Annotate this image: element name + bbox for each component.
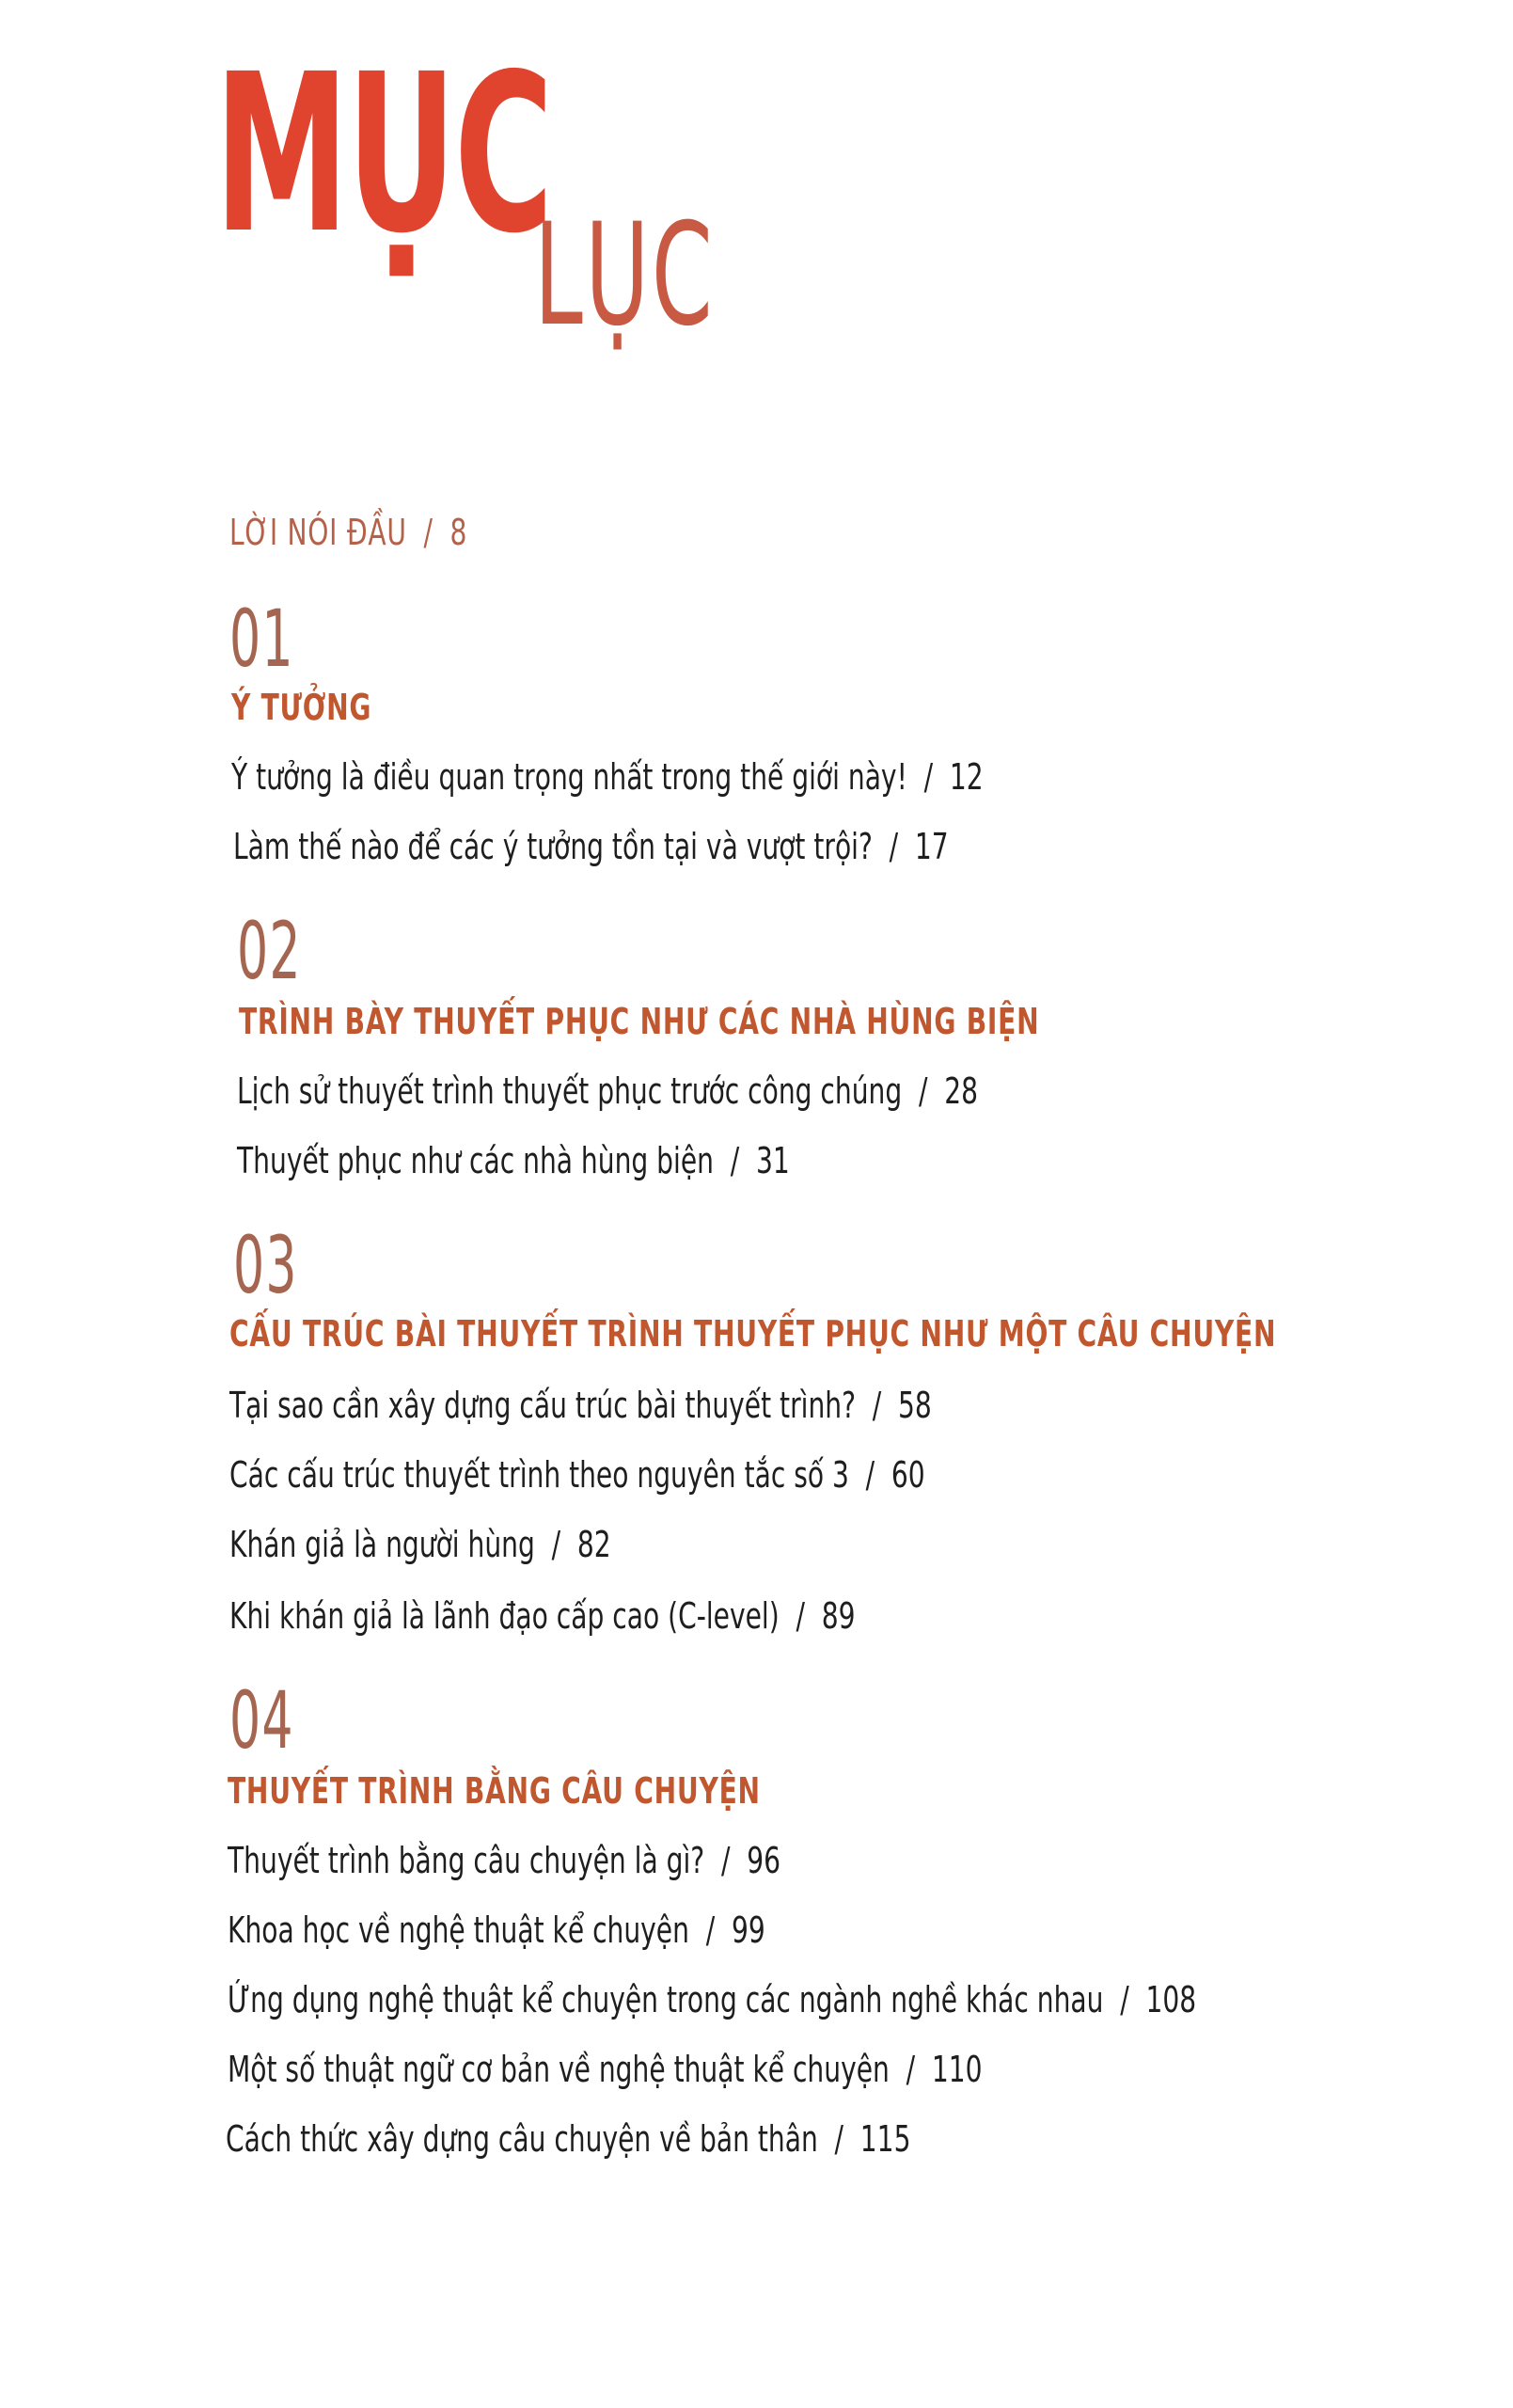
toc-entry-text: Ứng dụng nghệ thuật kể chuyện trong các ngành nghề khác nhau [228, 1979, 1104, 2020]
toc-entry-page: 31 [755, 1140, 790, 1181]
chapter-number: 01 [229, 593, 294, 685]
chapter-title: Ý TƯỞNG [231, 687, 372, 728]
toc-entry-text: Khán giả là người hùng [229, 1524, 535, 1565]
separator: / [705, 1909, 716, 1951]
toc-entry-page: 108 [1145, 1979, 1197, 2020]
toc-entry-page: 110 [931, 2049, 983, 2090]
toc-entry [226, 2118, 910, 2160]
toc-entry-text: Thuyết phục như các nhà hùng biện [237, 1140, 714, 1181]
separator: / [551, 1524, 561, 1565]
toc-entry-page: 17 [914, 826, 949, 867]
separator: / [423, 512, 433, 553]
toc-entry [237, 1140, 790, 1181]
toc-entry-page: 28 [944, 1070, 978, 1112]
chapter-number: 02 [237, 905, 302, 997]
toc-entry [228, 1909, 765, 1951]
toc-entry-text: Khoa học về nghệ thuật kể chuyện [228, 1909, 689, 1951]
separator: / [865, 1454, 875, 1496]
toc-entry-page: 96 [747, 1840, 781, 1881]
toc-entry-text: Làm thế nào để các ý tưởng tồn tại và vượt trội? [233, 826, 873, 867]
toc-entry-text: Lịch sử thuyết trình thuyết phục trước công chúng [237, 1070, 903, 1112]
chapter-title: THUYẾT TRÌNH BẰNG CÂU CHUYỆN [228, 1770, 761, 1812]
preface-label: LỜI NÓI ĐẦU [229, 512, 407, 553]
chapter-number: 04 [229, 1674, 294, 1766]
separator: / [720, 1840, 731, 1881]
separator: / [918, 1070, 928, 1112]
toc-entry-text: Ý tưởng là điều quan trọng nhất trong thế giới này! [231, 756, 907, 798]
separator: / [923, 756, 934, 798]
toc-entry-text: Thuyết trình bằng câu chuyện là gì? [228, 1840, 705, 1881]
toc-entry [229, 1454, 925, 1496]
toc-entry [233, 826, 949, 867]
toc-entry [228, 1979, 1196, 2020]
toc-entry [231, 756, 984, 798]
preface-page-number: 8 [449, 512, 468, 553]
toc-entry [229, 1524, 611, 1565]
separator: / [834, 2118, 844, 2160]
toc-entry-text: Một số thuật ngữ cơ bản về nghệ thuật kể chuyện [228, 2049, 890, 2090]
toc-entry [237, 1070, 978, 1112]
separator: / [796, 1595, 805, 1637]
toc-entry [228, 1840, 780, 1881]
page-title-main: MỤC [214, 27, 552, 281]
toc-entry-page: 115 [859, 2118, 911, 2160]
toc-entry [229, 1385, 932, 1426]
preface-entry [229, 512, 467, 553]
separator: / [730, 1140, 740, 1181]
toc-entry-page: 99 [731, 1909, 765, 1951]
toc-entry [228, 2049, 983, 2090]
chapter-title: CẤU TRÚC BÀI THUYẾT TRÌNH THUYẾT PHỤC NHƯ MỘT CÂU CHUYỆN [229, 1313, 1277, 1354]
toc-entry-text: Các cấu trúc thuyết trình theo nguyên tắc số 3 [229, 1454, 849, 1496]
toc-entry-page: 58 [898, 1385, 932, 1426]
toc-entry-text: Tại sao cần xây dựng cấu trúc bài thuyết trình? [229, 1385, 857, 1426]
toc-entry-page: 82 [576, 1524, 611, 1565]
page-title-sub: LỤC [534, 194, 716, 357]
separator: / [872, 1385, 882, 1426]
chapter-number: 03 [233, 1219, 298, 1311]
separator: / [889, 826, 899, 867]
toc-entry-page: 60 [890, 1454, 925, 1496]
toc-entry-page: 89 [821, 1595, 856, 1637]
separator: / [906, 2049, 916, 2090]
toc-entry [229, 1595, 855, 1637]
toc-entry-text: Khi khán giả là lãnh đạo cấp cao (C-level) [229, 1595, 780, 1637]
toc-entry-page: 12 [949, 756, 984, 798]
separator: / [1120, 1979, 1129, 2020]
toc-entry-text: Cách thức xây dựng câu chuyện về bản thân [226, 2118, 818, 2160]
chapter-title: TRÌNH BÀY THUYẾT PHỤC NHƯ CÁC NHÀ HÙNG BIỆN [239, 1001, 1040, 1042]
